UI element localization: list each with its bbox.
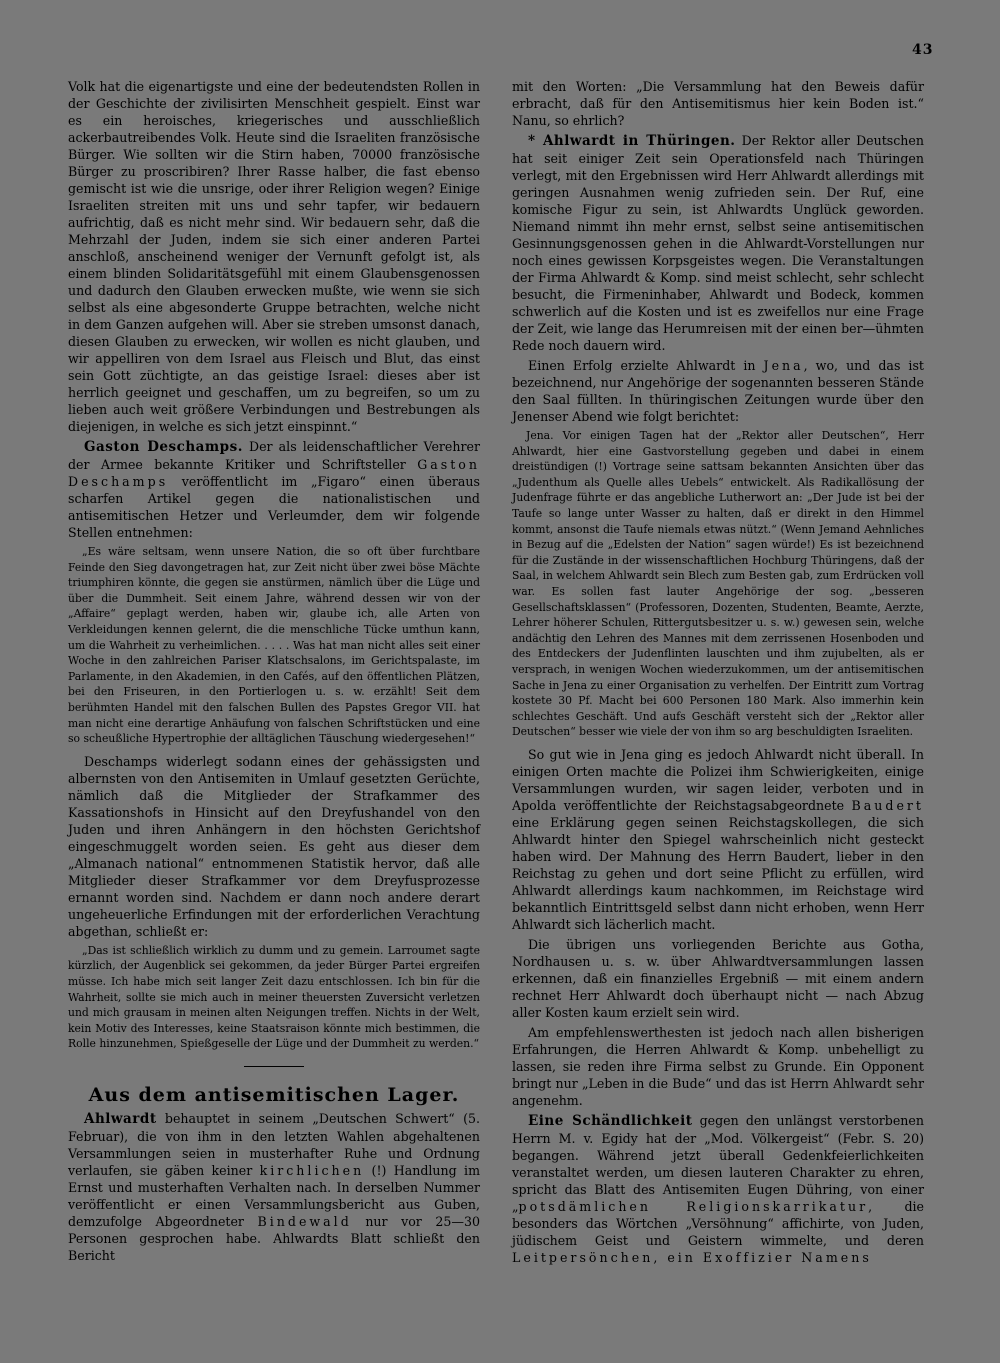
divider [244, 1066, 304, 1067]
quotation: „Das ist schließlich wirklich zu dumm und zu gemein. Larroumet sagte kürzlich, der Augenblick sei gekommen, da jeder Bürger Partei ergreifen müsse. Ich habe mich seit langer Zeit dazu entschlossen. Ich bin für die Wahrheit, sollte sie mich auch in meiner theuersten Zuversicht verletzen und mich grausam in meinen alten Neigungen treffen. Nichts in der Welt, kein Motiv des Interesses, keine Staatsraison könnte mich bestimmen, die Rolle hinzunehmen, Spießgeselle der Lüge und der Dummheit zu werden.“ [68, 943, 480, 1051]
paragraph: Eine Schändlichkeit gegen den unlängst verstorbenen Herrn M. v. Egidy hat der „Mod. Völkergeist“ (Febr. S. 20) begangen. Während jetzt überall Gedenkfeierlichkeiten veranstaltet werden, um diesen lauteren Charakter zu ehren, spricht das Blatt des Antisemiten Eugen Dühring, von einer „potsdämlichen Religionskarrikatur, die besonders das Wörtchen „Versöhnung“ affichirte, von Juden, jüdischem Geist und Geistern wimmelte, und deren Leitpersönchen, ein Exoffizier Namens [512, 1112, 924, 1265]
quotation: „Es wäre seltsam, wenn unsere Nation, die so oft über furchtbare Feinde den Sieg davongetragen hat, zur Zeit nicht über zwei böse Mächte triumphiren könnte, die gegen sie anstürmen, nämlich über die Lüge und über die Dummheit. Seit einem Jahre, während dessen wir von der „Affaire“ geplagt werden, haben wir, glaube ich, alle Arten von Verkleidungen kennen gelernt, die die menschliche Tücke umthun kann, um die Wahrheit zu verheimlichen. . . . . Was hat man nicht alles seit einer Woche in den zahlreichen Pariser Klatschsalons, im Gerichtspalaste, im Parlamente, in den Akademien, in den Cafés, auf den öffentlichen Plätzen, bei den Friseuren, in den Portierlogen u. s. w. erzählt! Seit dem berühmten Handel mit den falschen Bullen des Papstes Gregor VII. hat man nicht eine derartige Anhäufung von falschen Schriftstücken und eine so scheußliche Hypertrophie der alltäglichen Täuschung wiedergesehen!“ [68, 545, 480, 746]
article-lead: Gaston Deschamps. [84, 439, 243, 455]
left-column [68, 78, 480, 1267]
paragraph: Einen Erfolg erzielte Ahlwardt in Jena, wo, und das ist bezeichnend, nur Angehörige der sogenannten besseren Stände den Saal füllten. In thüringischen Zeitungen wurde über den Jenenser Abend wie folgt berichtet: [512, 358, 924, 424]
paragraph: mit den Worten: „Die Versammlung hat den Beweis dafür erbracht, daß für den Antisemitismus hier kein Boden ist.“ Nanu, so ehrlich? [512, 79, 924, 128]
paragraph: Am empfehlenswerthesten ist jedoch nach allen bisherigen Erfahrungen, die Herren Ahlwardt & Komp. unbehelligt zu lassen, sie reden ihre Firma selbst zu Grunde. Ein Opponent bringt nur „Leben in die Bude“ und das ist Herrn Ahlwardt sehr angenehm. [512, 1024, 924, 1108]
quotation: Jena. Vor einigen Tagen hat der „Rektor aller Deutschen“, Herr Ahlwardt, hier eine Gastvorstellung gegeben und dabei in einem dreistündigen (!) Vortrage seine sattsam bekannten Ansichten über das „Judenthum als Quelle alles Uebels“ entwickelt. Als Radikallösung der Judenfrage führte er das angebliche Lutherwort an: „Der Jude ist bei der Taufe so lange unter Wasser zu halten, daß er direkt in den Himmel kommt, ansonst die Taufe niemals etwas nützt.“ (Wenn Jemand Aehnliches in Bezug auf die „Edelsten der Nation“ sagen würde!) Es ist bezeichnend für die Zustände in der wissenschaftlichen Hochburg Thüringens, daß der Saal, in welchem Ahlwardt sein Blech zum Besten gab, zum Erdrücken voll war. Es sollen fast lauter Angehörige der sog. „besseren Gesellschaftsklassen“ (Professoren, Dozenten, Studenten, Beamte, Aerzte, Lehrer höherer Schulen, Rittergutsbesitzer u. s. w.) gewesen sein, welche andächtig den Lehren des Mannes mit dem zerrissenen Hosenboden und des Entdeckers der Judenflinten lauschten und ihm zujubelten, als er versprach, in wenigen Wochen wiederzukommen, um der antisemitischen Sache in Jena zu einer Organisation zu verhelfen. Der Eintritt zum Vortrag kostete 30 Pf. Macht bei 600 Personen 180 Mark. Also immerhin kein schlechtes Geschäft. Und aufs Geschäft versteht sich der „Rektor aller Deutschen“ besser wie viele der von ihm so arg beschuldigten Israeliten. [512, 429, 924, 739]
right-column [512, 78, 924, 1269]
article-lead: * Ahlwardt in Thüringen. [528, 133, 736, 149]
page-number: 43 [912, 42, 934, 58]
paragraph: Ahlwardt behauptet in seinem „Deutschen Schwert“ (5. Februar), die von ihm in den letzten Wahlen abgehaltenen Versammlungen seien in musterhafter Ruhe und Ordnung verlaufen, sie gäben keiner kirchlichen (!) Handlung im Ernst und musterhaften Verhalten nach. In derselben Nummer veröffentlicht er einen Versammlungsbericht aus Guben, demzufolge Abgeordneter Bindewald nur vor 25—30 Personen gesprochen habe. Ahlwardts Blatt schließt den Bericht [68, 1110, 481, 1263]
paragraph: Die übrigen uns vorliegenden Berichte aus Gotha, Nordhausen u. s. w. über Ahlwardtversammlungen lassen erkennen, daß ein finanzielles Ergebniß — mit einem andern rechnet Herr Ahlwardt doch überhaupt nicht — nach Abzug aller Kosten kaum erzielt sein wird. [512, 936, 924, 1020]
paragraph: * Ahlwardt in Thüringen. Der Rektor aller Deutschen hat seit einiger Zeit sein Operationsfeld nach Thüringen verlegt, mit den Ergebnissen wird Herr Ahlwardt allerdings mit geringen Ausnahmen wenig zufrieden sein. Der Ruf, eine komische Figur zu sein, ist Ahlwardts Unglück geworden. Niemand nimmt ihn mehr ernst, selbst seine antisemitischen Gesinnungsgenossen gehen in die Ahlwardt-Vorstellungen nur noch eines gewissen Korpsgeistes wegen. Die Veranstaltungen der Firma Ahlwardt & Komp. sind meist schlecht, sehr schlecht besucht, die Firmeninhaber, Ahlwardt und Bodeck, kommen schwerlich auf die Kosten und ist es zweifellos nur eine Frage der Zeit, wie lange das Herumreisen mit der einen ber—ühmten Rede noch dauern wird. [512, 133, 924, 353]
paragraph: Deschamps widerlegt sodann eines der gehässigsten und albernsten von den Antisemiten in Umlauf gesetzten Gerüchte, nämlich daß die Mitglieder der Strafkammer des Kassationshofs in Hinsicht auf den Dreyfushandel von den Juden und ihren Anhängern in den höchsten Gerichtshof eingeschmuggelt worden seien. Es geht aus dieser dem „Almanach national“ entnommenen Statistik hervor, daß alle Mitglieder dieser Strafkammer vor dem Dreyfusprozesse ernannt worden sind. Nachdem er dann noch andere derart ungeheuerliche Erfindungen mit der erforderlichen Verachtung abgethan, schließt er: [68, 753, 480, 939]
section-heading: Aus dem antisemitischen Lager. [88, 1083, 460, 1106]
paragraph: Gaston Deschamps. Der als leidenschaftlicher Verehrer der Armee bekannte Kritiker und Schriftsteller Gaston Deschamps veröffentlicht im „Figaro“ einen überaus scharfen Artikel gegen die nationalistischen und antisemitischen Hetzer und Verleumder, dem wir folgende Stellen entnehmen: [68, 439, 480, 540]
paragraph: Volk hat die eigenartigste und eine der bedeutendsten Rollen in der Geschichte der zivilisirten Menschheit gespielt. Einst war es ein heroisches, kriegerisches und ausschließlich ackerbautreibendes Volk. Heute sind die Israeliten französische Bürger. Wie sollten wir die Stirn haben, 70000 französische Bürger zu proscribiren? Ihrer Rasse halber, die fast ebenso gemischt ist wie die unsrige, oder ihrer Religion wegen? Einige Israeliten streiten mit uns und sehr tapfer, wir bedauern aufrichtig, daß es nicht mehr sind. Wir bedauern sehr, daß die Mehrzahl der Juden, indem sie sich einer anderen Partei anschloß, anscheinend weniger der Vernunft gefolgt ist, als einem blinden Solidaritätsgefühl mit einem Glaubensgenossen und dadurch den Glauben erwecken mußte, wie wenn sie sich selbst als eine abgesonderte Gruppe betrachten, welche nicht in dem Ganzen aufgehen will. Aber sie streben umsonst danach, diesen Glauben zu erwecken, wir wollen es nicht glauben, und wir appelliren von dem Israel aus Fleisch und Blut, das einst sein Gott züchtigte, an das geistige Israel: dieses aber ist herrlich geeignet und geschaffen, um zu begreifen, so um zu lieben auch weit größere Verbindungen und Bestrebungen als diejenigen, in welche es sich jetzt einspinnt.“ [68, 79, 480, 434]
article-lead: Eine Schändlichkeit [528, 1112, 693, 1129]
paragraph: So gut wie in Jena ging es jedoch Ahlwardt nicht überall. In einigen Orten machte die Polizei ihm Schwierigkeiten, einige Versammlungen wurden, wir sagen leider, verboten und in Apolda veröffentlichte der Reichstagsabgeordnete Baudert eine Erklärung gegen seinen Reichstagskollegen, die sich Ahlwardt hinter den Spiegel wahrscheinlich nicht gesteckt haben wird. Der Mahnung des Herrn Baudert, lieber in den Reichstag zu gehen und dort seine Pflicht zu erfüllen, wird Ahlwardt allerdings kaum nachkommen, im Reichstage wird bekanntlich Eintrittsgeld selbst dann nicht erhoben, wenn Herr Ahlwardt sich lächerlich macht. [512, 746, 924, 932]
article-lead: Ahlwardt [84, 1110, 157, 1127]
